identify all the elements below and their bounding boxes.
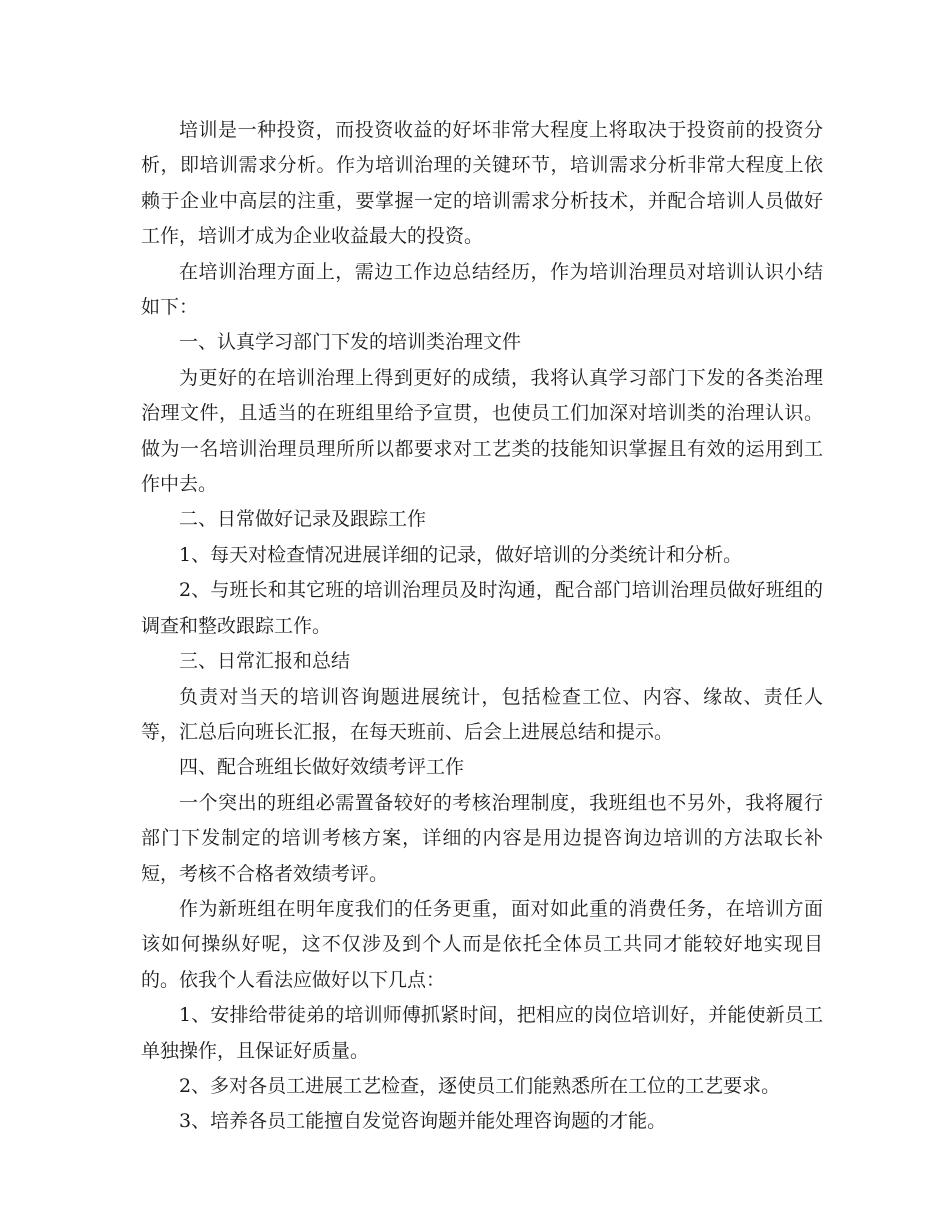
- paragraph-summary-lead: 在培训治理方面上，需边工作边总结经历，作为培训治理员对培训认识小结如下：: [141, 260, 823, 319]
- paragraph-intro: 培训是一种投资，而投资收益的好坏非常大程度上将取决于投资前的投资分析，即培训需求分析。作为培训治理的关键环节，培训需求分析非常大程度上依赖于企业中高层的注重，要掌握一定的培训需求分析技术，并配合培训人员做好工作，培训才成为企业收益最大的投资。: [141, 119, 823, 248]
- paragraph-next-year: 作为新班组在明年度我们的任务更重，面对如此重的消费任务，在培训方面该如何操纵好呢，这不仅涉及到个人而是依托全体员工共同才能较好地实现目的。依我个人看法应做好以下几点：: [141, 897, 823, 991]
- paragraph-section-3: 负责对当天的培训咨询题进展统计，包括检查工位、内容、缘故、责任人等，汇总后向班长汇报，在每天班前、后会上进展总结和提示。: [141, 685, 823, 743]
- paragraph-section-4: 一个突出的班组必需置备较好的考核治理制度，我班组也不另外，我将履行部门下发制定的培训考核方案，详细的内容是用边提咨询边培训的方法取长补短，考核不合格者效绩考评。: [141, 791, 823, 885]
- section-heading-3: 三、日常汇报和总结: [179, 650, 351, 673]
- section-heading-2: 二、日常做好记录及跟踪工作: [179, 508, 427, 531]
- paragraph-section-1: 为更好的在培训治理上得到更好的成绩，我将认真学习部门下发的各类治理治理文件，且适当的在班组里给予宣贯，也使员工们加深对培训类的治理认识。做为一名培训治理员理所所以都要求对工艺类的技能知识掌握且有效的运用到工作中去。: [141, 366, 823, 496]
- list-item-plan-1: 1、安排给带徒弟的培训师傅抓紧时间，把相应的岗位培训好，并能使新员工单独操作，且保证好质量。: [141, 1004, 823, 1062]
- section-heading-1: 一、认真学习部门下发的培训类治理文件: [179, 331, 522, 354]
- section-heading-4: 四、配合班组长做好效绩考评工作: [179, 756, 465, 779]
- list-item-2-1: 1、每天对检查情况进展详细的记录，做好培训的分类统计和分析。: [179, 543, 743, 566]
- list-item-2-2: 2、与班长和其它班的培训治理员及时沟通，配合部门培训治理员做好班组的调查和整改跟踪工作。: [141, 579, 823, 637]
- list-item-plan-3: 3、培养各员工能擅自发觉咨询题并能处理咨询题的才能。: [179, 1110, 667, 1133]
- list-item-plan-2: 2、多对各员工进展工艺检查，逐使员工们能熟悉所在工位的工艺要求。: [179, 1074, 781, 1097]
- document-body: [141, 113, 823, 1140]
